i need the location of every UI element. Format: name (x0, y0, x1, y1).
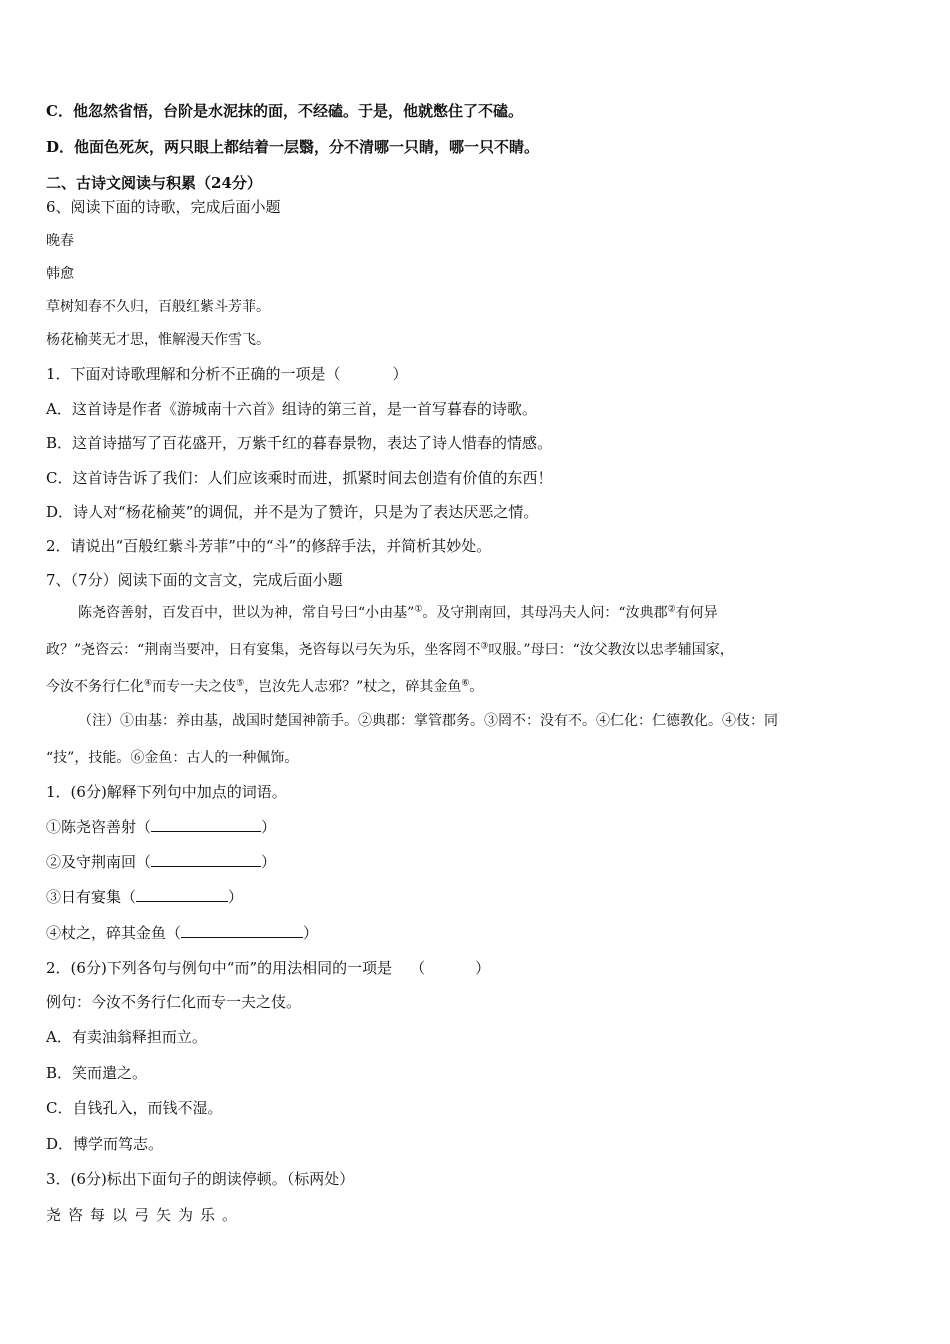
passage-text: 陈尧咨善射，百发百中，世以为神，常自号曰“小由基” (78, 605, 415, 621)
q7-sub1-item-2 (46, 852, 276, 872)
passage-text: 叹服。”母曰：“汝父教汝以忠孝辅国家， (488, 642, 734, 658)
item-text: ②及守荆南回（ (46, 853, 152, 871)
poem-title: 晚春 (46, 233, 74, 249)
paren-close: ） (475, 959, 491, 977)
passage-line-3 (46, 677, 483, 697)
passage-text: 政？”尧咨云：“荆南当要冲，日有宴集，尧咨每以弓矢为乐，坐客罔不 (46, 642, 481, 658)
q6-prompt: 6、阅读下面的诗歌，完成后面小题 (46, 198, 281, 216)
q7-sub3-stem: 3．(6分)标出下面句子的朗读停顿。（标两处） (46, 1170, 355, 1188)
q7-prompt: 7、（7分）阅读下面的文言文，完成后面小题 (46, 571, 343, 589)
q6-sub1-option-a: A．这首诗是作者《游城南十六首》组诗的第三首，是一首写暮春的诗歌。 (46, 400, 537, 418)
poem-line-2: 杨花榆荚无才思，惟解漫天作雪飞。 (46, 332, 270, 348)
footnote-mark: ② (667, 604, 676, 615)
q6-sub2: 2．请说出“百般红紫斗芳菲”中的“斗”的修辞手法，并简析其妙处。 (46, 537, 492, 555)
footnote-mark: ① (414, 604, 423, 615)
q7-sub1-item-4 (46, 923, 318, 943)
poem-author: 韩愈 (46, 266, 74, 282)
passage-text: 。 (469, 679, 484, 695)
q7-sub2-option-a: A．有卖油翁释担而立。 (46, 1028, 207, 1046)
q6-sub1-option-d: D．诗人对“杨花榆荚”的调侃，并不是为了赞许，只是为了表达厌恶之情。 (46, 503, 539, 521)
section-heading: 二、古诗文阅读与积累（24分） (46, 174, 262, 192)
note-line-1: （注）①由基：养由基，战国时楚国神箭手。②典郡：掌管郡务。③罔不：没有不。④仁化：仁德教化。④伎：同 (78, 713, 778, 729)
q7-sub1-item-3 (46, 887, 243, 907)
q7-sub2-option-b: B．笑而遣之。 (46, 1064, 148, 1082)
q7-sub2-stem (46, 958, 490, 978)
q7-sub2-option-d: D．博学而笃志。 (46, 1135, 164, 1153)
paren-open: （ (410, 959, 426, 977)
passage-text: 有何异 (675, 605, 718, 621)
stem-text: 2．(6分)下列各句与例句中“而”的用法相同的一项是 (46, 959, 393, 977)
passage-line-2 (46, 640, 734, 660)
footnote-mark: ④ (144, 678, 153, 689)
note-line-2: “技”，技能。⑥金鱼：古人的一种佩饰。 (46, 750, 299, 766)
item-close: ） (303, 924, 319, 942)
q7-sub2-option-c: C．自钱孔入，而钱不湿。 (46, 1099, 223, 1117)
passage-text: 。及守荆南回，其母冯夫人问：“汝典郡 (422, 605, 668, 621)
answer-blank[interactable] (181, 923, 303, 938)
passage-text: 而专一夫之伎 (152, 679, 237, 695)
footnote-mark: ⑤ (236, 678, 245, 689)
answer-blank[interactable] (136, 887, 228, 902)
q7-sub2-example: 例句：今汝不务行仁化而专一夫之伎。 (46, 993, 302, 1011)
option-c-top: C．他忽然省悟，台阶是水泥抹的面，不经磕。于是，他就憋住了不磕。 (46, 102, 523, 120)
q7-sub1-item-1 (46, 817, 276, 837)
item-text: ③日有宴集（ (46, 888, 137, 906)
passage-line-1 (78, 603, 718, 623)
option-d-top: D．他面色死灰，两只眼上都结着一层翳，分不清哪一只睛，哪一只不睛。 (46, 138, 540, 156)
poem-line-1: 草树知春不久归，百般红紫斗芳菲。 (46, 299, 270, 315)
q7-sub1-stem: 1．(6分)解释下列句中加点的词语。 (46, 783, 287, 801)
footnote-mark: ③ (480, 641, 489, 652)
item-close: ） (228, 888, 244, 906)
answer-blank[interactable] (151, 817, 261, 832)
q6-sub1-option-b: B．这首诗描写了百花盛开，万紫千红的暮春景物，表达了诗人惜春的情感。 (46, 434, 553, 452)
item-text: ①陈尧咨善射（ (46, 818, 152, 836)
q6-sub1-option-c: C．这首诗告诉了我们：人们应该乘时而进，抓紧时间去创造有价值的东西！ (46, 469, 553, 487)
q6-sub1-stem-text: 1．下面对诗歌理解和分析不正确的一项是（ (46, 365, 341, 383)
answer-blank[interactable] (151, 852, 261, 867)
item-close: ） (261, 853, 277, 871)
passage-text: 今汝不务行仁化 (46, 679, 144, 695)
item-close: ） (261, 818, 277, 836)
q6-sub1-close: ） (392, 365, 408, 383)
q7-sub3-sentence: 尧咨每以弓矢为乐。 (46, 1206, 245, 1224)
passage-text: ，岂汝先人志邪？”杖之，碎其金鱼 (244, 679, 462, 695)
q6-sub1-stem (46, 364, 408, 384)
footnote-mark: ⑥ (461, 678, 470, 689)
item-text: ④杖之，碎其金鱼（ (46, 924, 182, 942)
